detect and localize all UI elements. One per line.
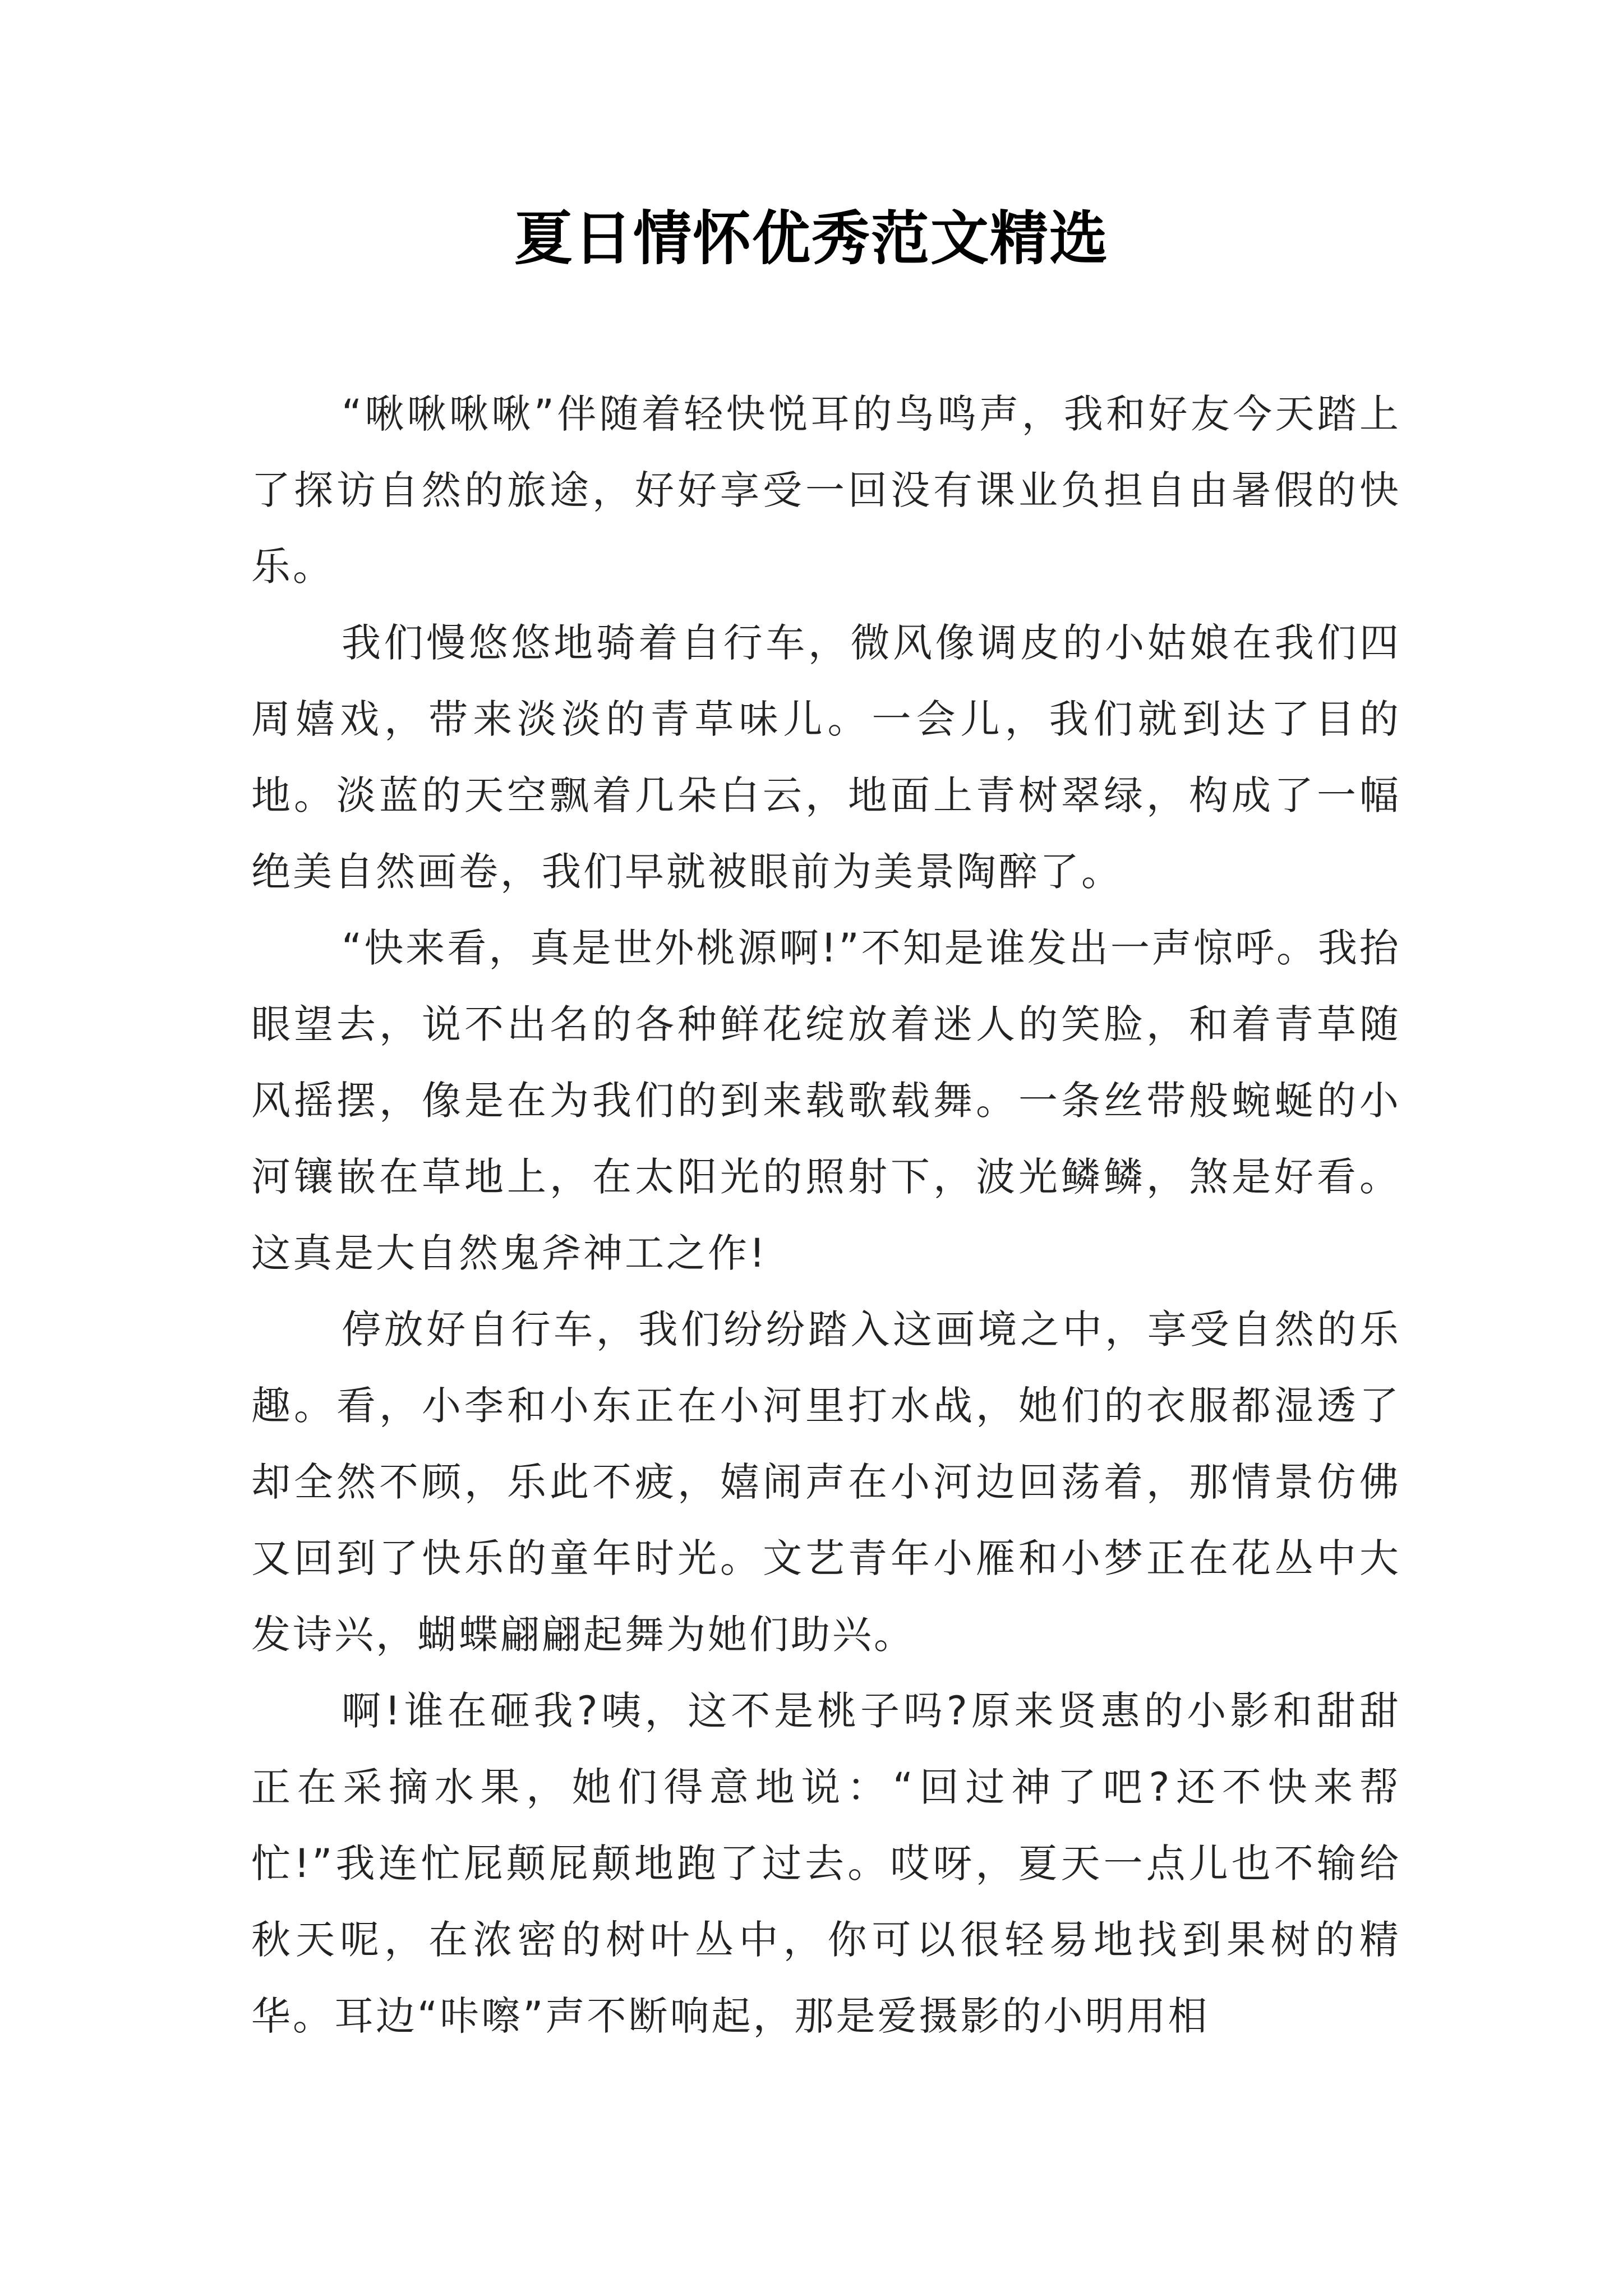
document-body (251, 376, 1401, 2054)
paragraph: “快来看，真是世外桃源啊!”不知是谁发出一声惊呼。我抬眼望去，说不出名的各种鲜花绽放着迷人的笑脸，和着青草随风摇摆，像是在为我们的到来载歌载舞。一条丝带般蜿蜒的小河镶嵌在草地上，在太阳光的照射下，波光鳞鳞，煞是好看。这真是大自然鬼斧神工之作! (251, 925, 1401, 1276)
paragraph: “啾啾啾啾”伴随着轻快悦耳的鸟鸣声，我和好友今天踏上了探访自然的旅途，好好享受一回没有课业负担自由暑假的快乐。 (251, 391, 1401, 590)
paragraph: 停放好自行车，我们纷纷踏入这画境之中，享受自然的乐趣。看，小李和小东正在小河里打水战，她们的衣服都湿透了却全然不顾，乐此不疲，嬉闹声在小河边回荡着，那情景仿佛又回到了快乐的童年时光。文艺青年小雁和小梦正在花丛中大发诗兴，蝴蝶翩翩起舞为她们助兴。 (251, 1306, 1401, 1658)
paragraph: 啊!谁在砸我?咦，这不是桃子吗?原来贤惠的小影和甜甜正在采摘水果，她们得意地说：“回过神了吧?还不快来帮忙!”我连忙屁颠屁颠地跑了过去。哎呀，夏天一点儿也不输给秋天呢，在浓密的树叶丛中，你可以很轻易地找到果树的精华。耳边“咔嚓”声不断响起，那是爱摄影的小明用相 (251, 1688, 1401, 2039)
document-title: 夏日情怀优秀范文精选 (514, 204, 1109, 273)
paragraph: 我们慢悠悠地骑着自行车，微风像调皮的小姑娘在我们四周嬉戏，带来淡淡的青草味儿。一会儿，我们就到达了目的地。淡蓝的天空飘着几朵白云，地面上青树翠绿，构成了一幅绝美自然画卷，我们早就被眼前为美景陶醉了。 (251, 620, 1401, 895)
